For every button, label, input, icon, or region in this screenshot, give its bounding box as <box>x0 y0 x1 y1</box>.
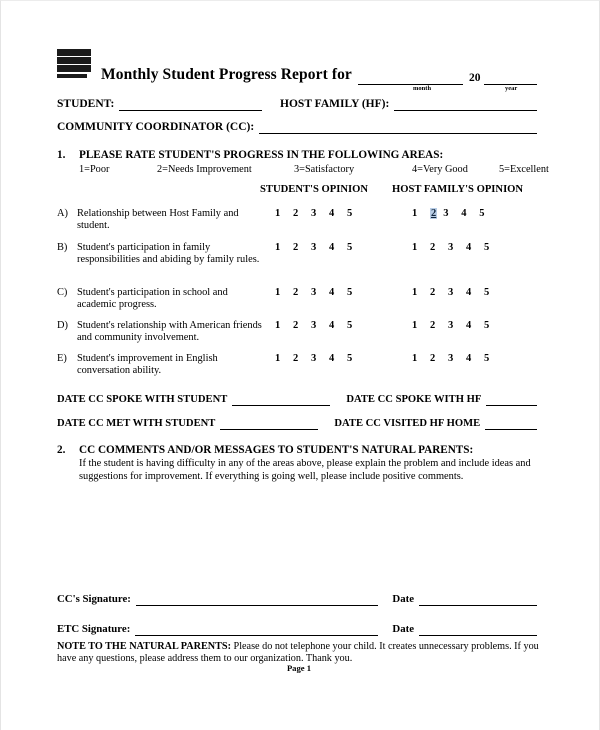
rating-scale-host-family <box>412 320 502 331</box>
month-sublabel: month <box>413 85 432 92</box>
rating-option-student-3[interactable]: 3 <box>311 320 317 331</box>
rating-option-student-4[interactable]: 4 <box>329 287 335 298</box>
rating-option-host-5[interactable]: 5 <box>479 208 485 219</box>
rating-scale-host-family <box>412 353 502 364</box>
rating-option-host-5[interactable]: 5 <box>484 320 490 331</box>
section-2-heading: CC COMMENTS AND/OR MESSAGES TO STUDENT'S NATURAL PARENTS: <box>79 444 474 456</box>
rating-option-student-3[interactable]: 3 <box>311 353 317 364</box>
rating-row <box>57 320 537 342</box>
etc-signature-input[interactable] <box>135 623 378 636</box>
rating-option-student-1[interactable]: 1 <box>275 353 281 364</box>
rating-option-student-5[interactable]: 5 <box>347 242 353 253</box>
rating-row-index: E) <box>57 353 67 364</box>
rating-option-host-4[interactable]: 4 <box>466 287 472 298</box>
rating-scale-host-family <box>412 242 502 253</box>
scale-item-4: 4=Very Good <box>412 164 468 175</box>
rating-scale-student <box>275 208 365 219</box>
rating-scale-student <box>275 320 365 331</box>
signature-block <box>57 593 537 636</box>
date-cc-spoke-hf-input[interactable] <box>486 393 537 406</box>
rating-scale-student <box>275 242 365 253</box>
rating-option-student-4[interactable]: 4 <box>329 242 335 253</box>
column-header-student-opinion: STUDENT'S OPINION <box>260 184 369 195</box>
date-cc-spoke-student-label: DATE CC SPOKE WITH STUDENT <box>57 394 228 405</box>
community-coordinator-input[interactable] <box>259 121 537 134</box>
rating-row-index: C) <box>57 287 68 298</box>
host-family-label: HOST FAMILY (HF): <box>280 98 390 110</box>
signature-row <box>57 623 537 636</box>
section-2-number: 2. <box>57 444 66 456</box>
rating-option-host-3[interactable]: 3 <box>448 242 454 253</box>
date-cc-met-student-input[interactable] <box>220 417 318 430</box>
rating-option-host-1[interactable]: 1 <box>412 353 418 364</box>
rating-option-student-1[interactable]: 1 <box>275 287 281 298</box>
section-2 <box>57 444 537 483</box>
section-2-heading-row <box>57 444 537 456</box>
scale-item-2: 2=Needs Improvement <box>157 164 252 175</box>
date-row <box>57 393 537 406</box>
rating-option-host-2[interactable]: 2 <box>430 287 436 298</box>
rating-option-student-1[interactable]: 1 <box>275 320 281 331</box>
rating-scale-host-family <box>412 287 502 298</box>
rating-row-index: D) <box>57 320 68 331</box>
year-sublabel: year <box>505 85 518 92</box>
section-1-heading: PLEASE RATE STUDENT'S PROGRESS IN THE FOLLOWING AREAS: <box>79 149 444 161</box>
rating-row <box>57 208 537 230</box>
rating-scale-legend <box>79 164 549 177</box>
rating-option-student-2[interactable]: 2 <box>293 320 299 331</box>
rating-option-student-4[interactable]: 4 <box>329 353 335 364</box>
section-2-instructions: If the student is having difficulty in any of the areas above, please explain the problem and include ideas and suggestions for improvement. If everything is going well, please include positive comments. <box>79 458 531 482</box>
rating-option-student-5[interactable]: 5 <box>347 287 353 298</box>
rating-scale-student <box>275 353 365 364</box>
page-number: Page 1 <box>286 663 312 673</box>
page-title: Monthly Student Progress Report for <box>101 66 352 83</box>
scale-item-3: 3=Satisfactory <box>294 164 355 175</box>
etc-signature-label: ETC Signature: <box>57 623 131 635</box>
rating-option-host-1[interactable]: 1 <box>412 208 418 219</box>
etc-signature-date-input[interactable] <box>419 623 537 636</box>
rating-option-host-2[interactable]: 2 <box>430 242 436 253</box>
rating-option-student-1[interactable]: 1 <box>275 242 281 253</box>
cc-signature-input[interactable] <box>136 593 379 606</box>
rating-option-host-1[interactable]: 1 <box>412 242 418 253</box>
community-coordinator-label: COMMUNITY COORDINATOR (CC): <box>57 121 255 133</box>
rating-scale-host-family <box>412 208 497 219</box>
rating-option-student-3[interactable]: 3 <box>311 208 317 219</box>
document-header <box>57 51 537 85</box>
signature-row <box>57 593 537 606</box>
header-sublabels <box>57 85 537 95</box>
rating-option-student-3[interactable]: 3 <box>311 287 317 298</box>
book-logo-icon <box>57 49 93 83</box>
rating-option-host-4[interactable]: 4 <box>466 320 472 331</box>
month-field[interactable] <box>358 72 463 85</box>
rating-option-host-2[interactable]: 2 <box>430 353 436 364</box>
rating-option-host-1[interactable]: 1 <box>412 287 418 298</box>
rating-option-student-2[interactable]: 2 <box>293 353 299 364</box>
rating-option-host-5[interactable]: 5 <box>484 353 490 364</box>
rating-option-host-3[interactable]: 3 <box>448 287 454 298</box>
rating-option-host-2[interactable]: 2 <box>430 320 436 331</box>
rating-option-student-5[interactable]: 5 <box>347 353 353 364</box>
cc-signature-date-input[interactable] <box>419 593 537 606</box>
rating-column-headers <box>57 184 537 199</box>
rating-row <box>57 287 537 309</box>
rating-option-student-2[interactable]: 2 <box>293 208 299 219</box>
section-1-heading-row <box>57 149 537 161</box>
section-1-number: 1. <box>57 149 66 161</box>
paper-surface <box>1 7 599 725</box>
rating-row <box>57 242 537 276</box>
etc-signature-date-label: Date <box>392 623 414 635</box>
rating-option-student-2[interactable]: 2 <box>293 287 299 298</box>
rating-option-student-4[interactable]: 4 <box>329 208 335 219</box>
rating-row <box>57 353 537 375</box>
rating-option-student-5[interactable]: 5 <box>347 320 353 331</box>
rating-option-host-3[interactable]: 3 <box>448 353 454 364</box>
date-cc-met-student-label: DATE CC MET WITH STUDENT <box>57 418 216 429</box>
date-cc-spoke-student-input[interactable] <box>232 393 330 406</box>
date-row <box>57 417 537 430</box>
rating-scale-student <box>275 287 365 298</box>
rating-option-host-3[interactable]: 3 <box>443 208 449 219</box>
form-body <box>57 51 549 483</box>
host-family-input[interactable] <box>394 98 537 111</box>
rating-option-student-2[interactable]: 2 <box>293 242 299 253</box>
rating-option-host-5[interactable]: 5 <box>484 242 490 253</box>
date-cc-visited-hf-input[interactable] <box>485 417 537 430</box>
column-header-host-family-opinion: HOST FAMILY'S OPINION <box>392 184 524 195</box>
rating-option-host-5[interactable]: 5 <box>484 287 490 298</box>
scale-item-5: 5=Excellent <box>499 164 549 175</box>
student-hostfamily-row <box>57 98 537 111</box>
cc-contact-dates <box>57 393 537 430</box>
cc-signature-label: CC's Signature: <box>57 593 131 605</box>
rating-option-student-5[interactable]: 5 <box>347 208 353 219</box>
rating-option-host-2-selected[interactable]: 2 <box>431 208 437 219</box>
section-1 <box>57 149 549 377</box>
rating-row-label: Student's relationship with American friends and community involvement. <box>77 320 262 344</box>
student-label: STUDENT: <box>57 98 115 110</box>
rating-row-label: Student's participation in school and academic progress. <box>77 287 228 311</box>
rating-option-host-4[interactable]: 4 <box>466 353 472 364</box>
natural-parents-note-text: Please do not telephone your child. It creates unnecessary problems. If you have any questions, please address them to our organization. Thank you. <box>57 641 539 665</box>
rating-row-index: A) <box>57 208 68 219</box>
date-cc-visited-hf-label: DATE CC VISITED HF HOME <box>334 418 481 429</box>
rating-option-host-3[interactable]: 3 <box>448 320 454 331</box>
rating-option-host-4[interactable]: 4 <box>466 242 472 253</box>
rating-option-student-1[interactable]: 1 <box>275 208 281 219</box>
rating-row-label: Relationship between Host Family and student. <box>77 208 239 232</box>
date-cc-spoke-hf-label: DATE CC SPOKE WITH HF <box>346 394 482 405</box>
rating-option-student-4[interactable]: 4 <box>329 320 335 331</box>
natural-parents-note-heading: NOTE TO THE NATURAL PARENTS: <box>57 641 231 652</box>
rating-row-label: Student's improvement in English conversation ability. <box>77 353 218 377</box>
year-field[interactable] <box>484 72 537 85</box>
scale-item-1: 1=Poor <box>79 164 110 175</box>
cc-signature-date-label: Date <box>392 593 414 605</box>
rating-option-host-1[interactable]: 1 <box>412 320 418 331</box>
year-prefix-label: 20 <box>469 72 481 84</box>
rating-option-host-4[interactable]: 4 <box>461 208 467 219</box>
rating-row-label: Student's participation in family responsibilities and abiding by family rules. <box>77 242 260 266</box>
student-input[interactable] <box>119 98 262 111</box>
community-coordinator-row <box>57 121 537 134</box>
rating-option-student-3[interactable]: 3 <box>311 242 317 253</box>
rating-row-index: B) <box>57 242 68 253</box>
